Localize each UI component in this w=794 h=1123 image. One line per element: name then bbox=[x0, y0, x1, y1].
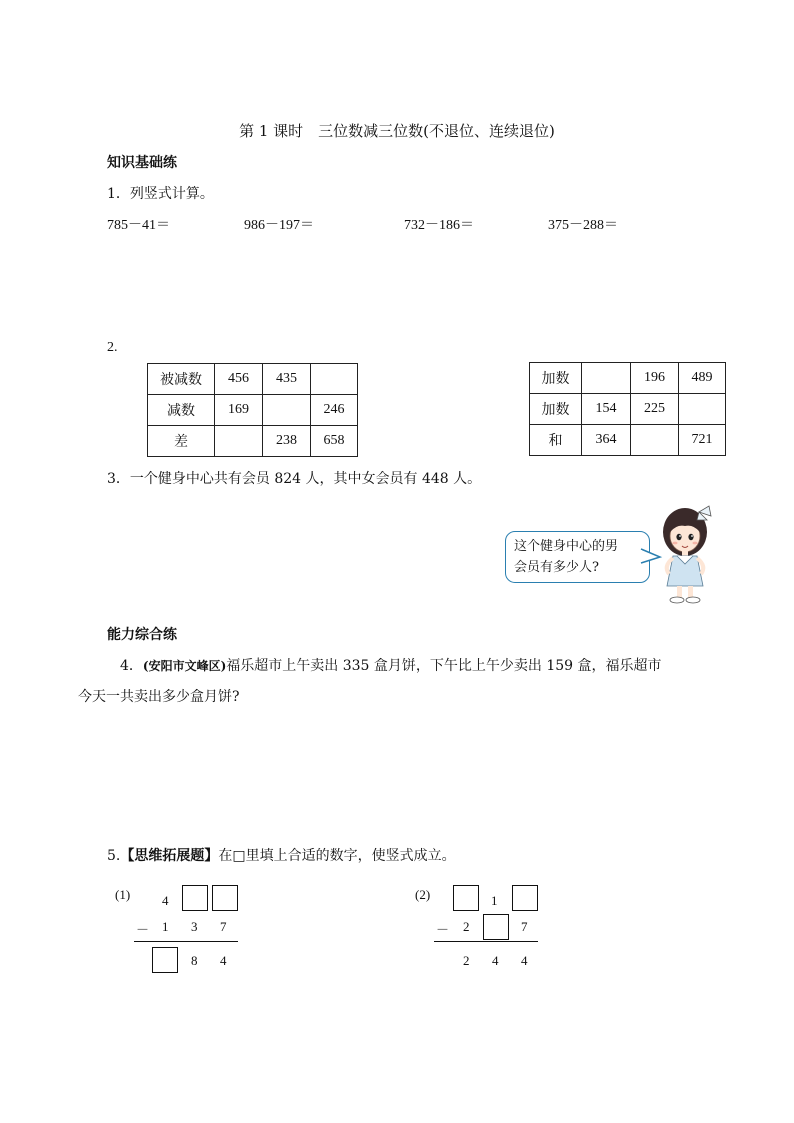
digit: 4 bbox=[521, 953, 528, 968]
girl-illustration-icon bbox=[655, 504, 715, 606]
table-cell: 658 bbox=[311, 426, 358, 457]
table-cell: 加数 bbox=[530, 394, 582, 425]
table-cell-blank[interactable] bbox=[582, 363, 631, 394]
table-cell: 加数 bbox=[530, 363, 582, 394]
bubble-line-1: 这个健身中心的男 bbox=[514, 539, 619, 554]
table-cell: 364 bbox=[582, 425, 631, 456]
q5-tag: 【思维拓展题】 bbox=[120, 848, 219, 864]
digit: 2 bbox=[463, 953, 470, 968]
digit: 2 bbox=[463, 919, 470, 934]
q2-label: 2. bbox=[107, 340, 118, 355]
q5-prefix: 5. bbox=[107, 848, 121, 864]
table-cell: 和 bbox=[530, 425, 582, 456]
answer-box[interactable] bbox=[152, 947, 178, 973]
table-cell: 169 bbox=[215, 395, 263, 426]
q4-prefix: 4． bbox=[120, 658, 143, 674]
q1-label: 1．列竖式计算。 bbox=[107, 186, 214, 202]
result-line bbox=[134, 941, 238, 942]
digit: 4 bbox=[220, 953, 227, 968]
answer-box[interactable] bbox=[512, 885, 538, 911]
addition-table bbox=[529, 362, 726, 456]
table-cell: 154 bbox=[582, 394, 631, 425]
q5-text: 在□里填上合适的数字，使竖式成立。 bbox=[218, 848, 456, 864]
table-cell: 被减数 bbox=[148, 364, 215, 395]
table-row bbox=[148, 395, 358, 426]
table-cell-blank[interactable] bbox=[679, 394, 726, 425]
table-cell-blank[interactable] bbox=[263, 395, 311, 426]
table-cell: 246 bbox=[311, 395, 358, 426]
table-cell: 435 bbox=[263, 364, 311, 395]
q1-item-4: 375－288＝ bbox=[548, 218, 618, 233]
answer-box[interactable] bbox=[483, 914, 509, 940]
q1-item-1: 785－41＝ bbox=[107, 218, 170, 233]
page-title: 第 1 课时 三位数减三位数(不退位、连续退位) bbox=[239, 122, 555, 140]
digit: 7 bbox=[521, 919, 528, 934]
table-cell: 差 bbox=[148, 426, 215, 457]
table-cell-blank[interactable] bbox=[311, 364, 358, 395]
digit: 1 bbox=[491, 893, 498, 908]
table-row bbox=[530, 394, 726, 425]
digit: 1 bbox=[162, 919, 169, 934]
speech-bubble bbox=[505, 531, 650, 583]
digit: 7 bbox=[220, 919, 227, 934]
q5-line bbox=[107, 845, 456, 865]
subtraction-table bbox=[147, 363, 358, 457]
bubble-line-2: 会员有多少人? bbox=[514, 560, 599, 575]
section-heading-basic: 知识基础练 bbox=[107, 155, 177, 171]
table-cell: 456 bbox=[215, 364, 263, 395]
result-line bbox=[434, 941, 538, 942]
table-cell: 489 bbox=[679, 363, 726, 394]
table-row bbox=[530, 363, 726, 394]
table-cell: 225 bbox=[631, 394, 679, 425]
q1-item-3: 732－186＝ bbox=[404, 218, 474, 233]
q4-line-2: 今天一共卖出多少盒月饼? bbox=[78, 689, 240, 705]
q4-text: 福乐超市上午卖出 335 盒月饼，下午比上午少卖出 159 盒，福乐超市 bbox=[226, 658, 662, 674]
table-row bbox=[148, 426, 358, 457]
q4-source: (安阳市文峰区) bbox=[142, 659, 227, 673]
section-heading-ability: 能力综合练 bbox=[107, 627, 177, 643]
part1-label: (1) bbox=[115, 887, 131, 902]
q1-item-2: 986－197＝ bbox=[244, 218, 314, 233]
q3-text: 3．一个健身中心共有会员 824 人，其中女会员有 448 人。 bbox=[107, 471, 482, 487]
table-cell: 196 bbox=[631, 363, 679, 394]
digit: 8 bbox=[191, 953, 198, 968]
part2-label: (2) bbox=[415, 887, 431, 902]
table-cell-blank[interactable] bbox=[215, 426, 263, 457]
table-cell: 238 bbox=[263, 426, 311, 457]
answer-box[interactable] bbox=[453, 885, 479, 911]
answer-box[interactable] bbox=[182, 885, 208, 911]
table-row bbox=[148, 364, 358, 395]
table-cell: 721 bbox=[679, 425, 726, 456]
digit: 4 bbox=[162, 893, 169, 908]
table-cell: 减数 bbox=[148, 395, 215, 426]
table-cell-blank[interactable] bbox=[631, 425, 679, 456]
digit: 3 bbox=[191, 919, 198, 934]
q4-line-1 bbox=[120, 655, 662, 675]
table-row bbox=[530, 425, 726, 456]
digit: 4 bbox=[492, 953, 499, 968]
answer-box[interactable] bbox=[212, 885, 238, 911]
minus-sign: － bbox=[436, 922, 450, 937]
minus-sign: － bbox=[136, 922, 150, 937]
